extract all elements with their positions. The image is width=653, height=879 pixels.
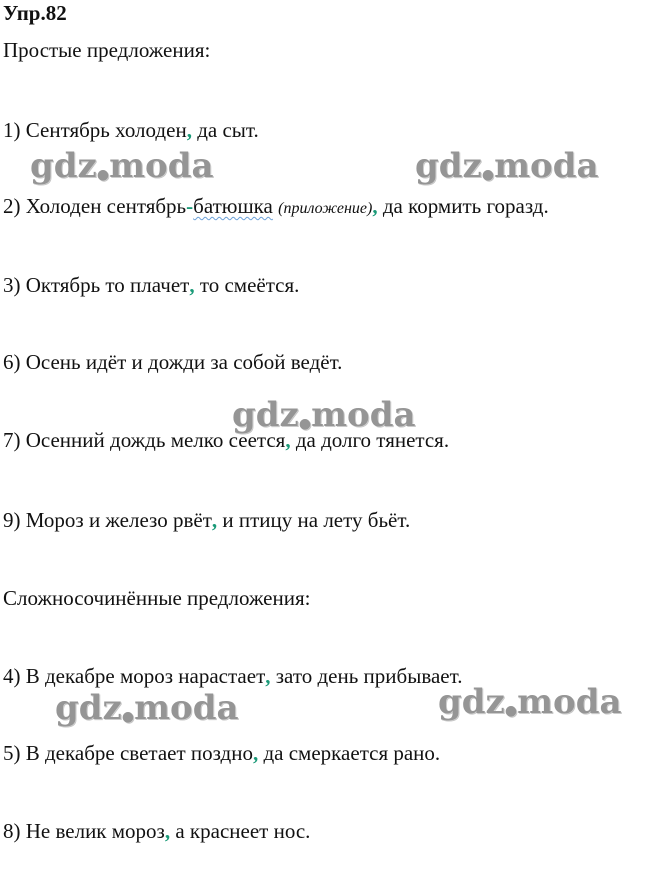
watermark-logo: gdz●moda xyxy=(438,682,622,722)
sentence-text: да долго тянется. xyxy=(290,428,450,452)
watermark-logo: gdz●moda xyxy=(415,146,599,186)
sentence-text: 3) Октябрь то плачет xyxy=(3,273,190,297)
watermark-logo: gdz●moda xyxy=(30,146,214,186)
watermark-logo: gdz●moda xyxy=(232,395,416,435)
grammar-note: (приложение) xyxy=(278,200,373,217)
section-heading-compound: Сложносочинённые предложения: xyxy=(3,586,311,610)
sentence-9 xyxy=(3,507,410,533)
comma-mark: , xyxy=(285,428,291,452)
comma-mark: , xyxy=(211,508,218,532)
sentence-text: 1) Сентябрь холоден xyxy=(3,118,187,142)
comma-mark: , xyxy=(186,118,192,142)
dash-mark: - xyxy=(186,194,194,218)
sentence-text: и птицу на лету бьёт. xyxy=(217,508,411,532)
sentence-8 xyxy=(3,818,310,844)
sentence-text: да кормить горазд. xyxy=(377,194,549,218)
sentence-text: 7) Осенний дождь мелко сеется xyxy=(3,428,286,452)
sentence-3 xyxy=(3,272,299,298)
sentence-2 xyxy=(3,193,549,222)
comma-mark: , xyxy=(265,664,271,688)
sentence-text: 8) Не велик мороз xyxy=(3,819,165,843)
sentence-text: да сыт. xyxy=(191,118,259,142)
apposition-word: батюшка xyxy=(193,194,273,218)
comma-mark: , xyxy=(372,194,378,218)
sentence-1 xyxy=(3,117,259,143)
sentence-text: 9) Мороз и железо рвёт xyxy=(3,508,212,532)
sentence-text: а краснеет нос. xyxy=(170,819,311,843)
sentence-text: 6) Осень идёт и дожди за собой ведёт. xyxy=(3,350,343,374)
sentence-text: зато день прибывает. xyxy=(270,664,463,688)
sentence-6 xyxy=(3,349,342,375)
sentence-4 xyxy=(3,663,462,689)
sentence-text: да смеркается рано. xyxy=(258,741,441,765)
comma-mark: , xyxy=(164,819,171,843)
watermark-logo: gdz●moda xyxy=(55,688,239,728)
sentence-text: 4) В декабре мороз нарастает xyxy=(3,664,266,688)
exercise-title: Упр.82 xyxy=(3,1,67,25)
sentence-text: 2) Холоден сентябрь xyxy=(3,194,187,218)
sentence-text: 5) В декабре светает поздно xyxy=(3,741,253,765)
comma-mark: , xyxy=(252,741,259,765)
comma-mark: , xyxy=(189,273,195,297)
sentence-5 xyxy=(3,740,440,766)
sentence-text: то смеётся. xyxy=(194,273,300,297)
section-heading-simple: Простые предложения: xyxy=(3,38,211,62)
